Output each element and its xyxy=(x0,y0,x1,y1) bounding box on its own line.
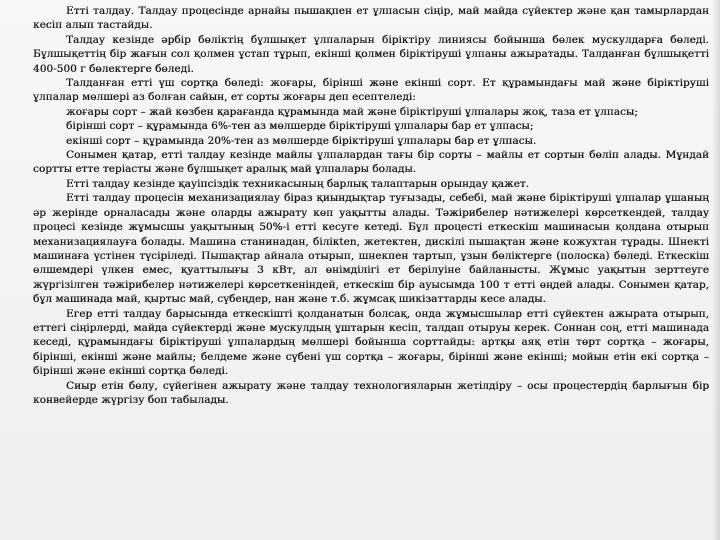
paragraph-8: Етті талдау кезінде қауіпсіздік техникасының барлық талаптарын орындау қажет. xyxy=(66,177,529,190)
page-edge-shadow xyxy=(712,0,720,540)
paragraph-2: Талдау кезінде әрбір бөліктің бұлшықет ұлпаларын біріктіру линиясы бойынша бөлек мускулдарға бөледі. Бұлшықеттің бір жағын сол қолмен ұстап тұрып, екінші қолмен біріктіруші ұлпаны ажыратады. Талданған бұлшықетті 400-500 г бөлектерге бөледі. xyxy=(33,33,709,75)
paragraph-11: Сиыр етін бөлу, сүйегінен ажырату және талдау технологияларын жетілдіру – осы процестердің барлығын бір конвейерде жүргізу боп табылады. xyxy=(33,379,709,406)
paragraph-3: Талданған етті үш сортқа бөледі: жоғары, бірінші және екінші сорт. Ет құрамындағы май және біріктіруші ұлпалар мөлшері аз болған сайын, ет сорты жоғары деп есептеледі: xyxy=(33,77,709,104)
paragraph-9: Етті талдау процесін механизациялау біраз қиындықтар туғызады, себебі, май және біріктіруші ұлпалар ұшаның әр жерінде орналасады және оларды ажырату көп уақытты алады. Тәжірибелер нәтижелері көрсеткендей, талдау процесі кезінде жұмысшы уақытының 50%-і етті кесуге кетеді. Бұл процесті еткескіш машинасын қолдана отырып механизациялауға болады. Машина станинадан, білікten, жетектен, дискілі пышақтан және кожухтан тұрады. Шнекті машинаға үстінен түсіріледі. Пышақтар айнала отырып, шнекпен тартып, ұзын бөліктерге (полоска) бөледі. Еткескіш өлшемдері үлкен емес, қуаттылығы 3 кВт, ал өнімділігі ет берілуіне байланысты. Жұмыс уақытын зерттеуге жүргізілген тәжірибелер нәтижелері көрсеткеніндей, еткескіш бір ауысымда 100 т етті өңдей алады. Сонымен қатар, бұл машинада май, қыртыс май, сүбеңдер, нан және т.б. жұмсақ шикізаттарды кесе алады. xyxy=(33,192,709,306)
paragraph-10: Егер етті талдау барысында еткескішті қолданатын болсақ, онда жұмысшылар етті сүйектен ажырата отырып, еттегі сіңірлерді, майда сүйектерді және мускулдың ұштарын кесіп, талдап отыруы керек. Соннан соң, етті машинада кеседі, құрамындағы біріктіруші ұлпалардың мөлшері бойынша сорттайды: артқы аяқ етін төрт сортқа – жоғары, бірінші, екінші және майлы; белдеме және сүбені үш сортқа – жоғары, бірінші және екінші; мойын етін екі сортқа – бірінші және екінші сортқа бөледі. xyxy=(33,307,709,378)
paragraph-4: жоғары сорт – жай көзбен қарағанда құрамында май және біріктіруші ұлпалары жоқ, таза ет ұлпасы; xyxy=(66,105,638,118)
paragraph-5: бірінші сорт – құрамында 6%-тен аз мөлшерде біріктіруші ұлпалары бар ет ұлпасы; xyxy=(66,120,534,133)
paragraph-6: екінші сорт – құрамында 20%-тен аз мөлшерде біріктіруші ұлпалары бар ет ұлпасы. xyxy=(66,134,537,147)
document-body xyxy=(33,4,709,407)
paragraph-1: Етті талдау. Талдау процесінде арнайы пышақпен ет ұлпасын сіңір, май майда сүйектер және қан тамырлардан кесіп алып тастайды. xyxy=(33,5,709,32)
paragraph-7: Сонымен қатар, етті талдау кезінде майлы ұлпалардан тағы бір сорты – майлы ет сортын бөліп алады. Мұндай сортты етте теріасты және бұлшықет аралық май ұлпалары болады. xyxy=(33,149,709,176)
